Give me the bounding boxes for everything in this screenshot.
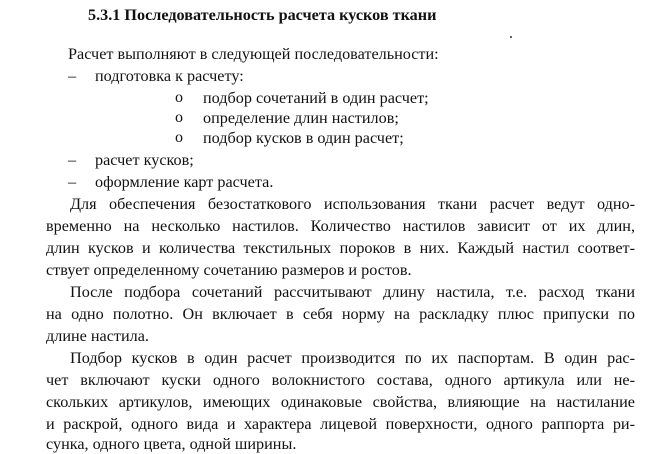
paragraph-line: сунка, одного цвета, одной ширины. [46, 435, 297, 453]
substep-item: определение длин настилов; [203, 109, 399, 127]
step-item: оформление карт расчета. [95, 173, 274, 191]
paragraph-line: на одно полотно. Он включает в себя норму на раскладку плюс припуски по [46, 305, 635, 323]
dash-bullet: – [68, 67, 77, 85]
paragraph-line: Для обеспечения безостаткового использования ткани расчет ведут одно- [70, 195, 635, 213]
dash-bullet: – [68, 151, 77, 169]
paragraph-line: скольких артикулов, имеющих одинаковые свойства, влияющие на настилание [46, 393, 635, 411]
paragraph-line: временно на несколько настилов. Количество настилов зависит от их длин, [46, 217, 635, 235]
paragraph-line: Подбор кусков в один расчет производится по их паспортам. В один рас- [70, 349, 635, 367]
paragraph-line: и раскрой, одного вида и характера лицевой поверхности, одного раппорта ри- [46, 415, 635, 433]
paragraph-line: чет включают куски одного волокнистого состава, одного артикула или не- [46, 371, 635, 389]
section-heading: 5.3.1 Последовательность расчета кусков ткани [88, 6, 437, 24]
paragraph-line: После подбора сочетаний рассчитывают длину настила, т.е. расход ткани [70, 283, 635, 301]
substep-item: подбор сочетаний в один расчет; [203, 89, 429, 107]
paragraph-line: длине настила. [46, 327, 149, 345]
dash-bullet: – [68, 173, 77, 191]
circle-bullet: o [175, 109, 183, 126]
paragraph-line: ствует определенному сочетанию размеров и ростов. [46, 261, 412, 279]
step-item: расчет кусков; [95, 151, 194, 169]
substep-item: подбор кусков в один расчет; [203, 129, 404, 147]
paragraph-line: длин кусков и количества текстильных пороков в них. Каждый настил соответ- [46, 239, 635, 257]
scan-speck [510, 36, 512, 38]
intro-line: Расчет выполняют в следующей последовательности: [68, 45, 439, 63]
step-item: подготовка к расчету: [95, 67, 244, 85]
circle-bullet: o [175, 129, 183, 146]
circle-bullet: o [175, 89, 183, 106]
